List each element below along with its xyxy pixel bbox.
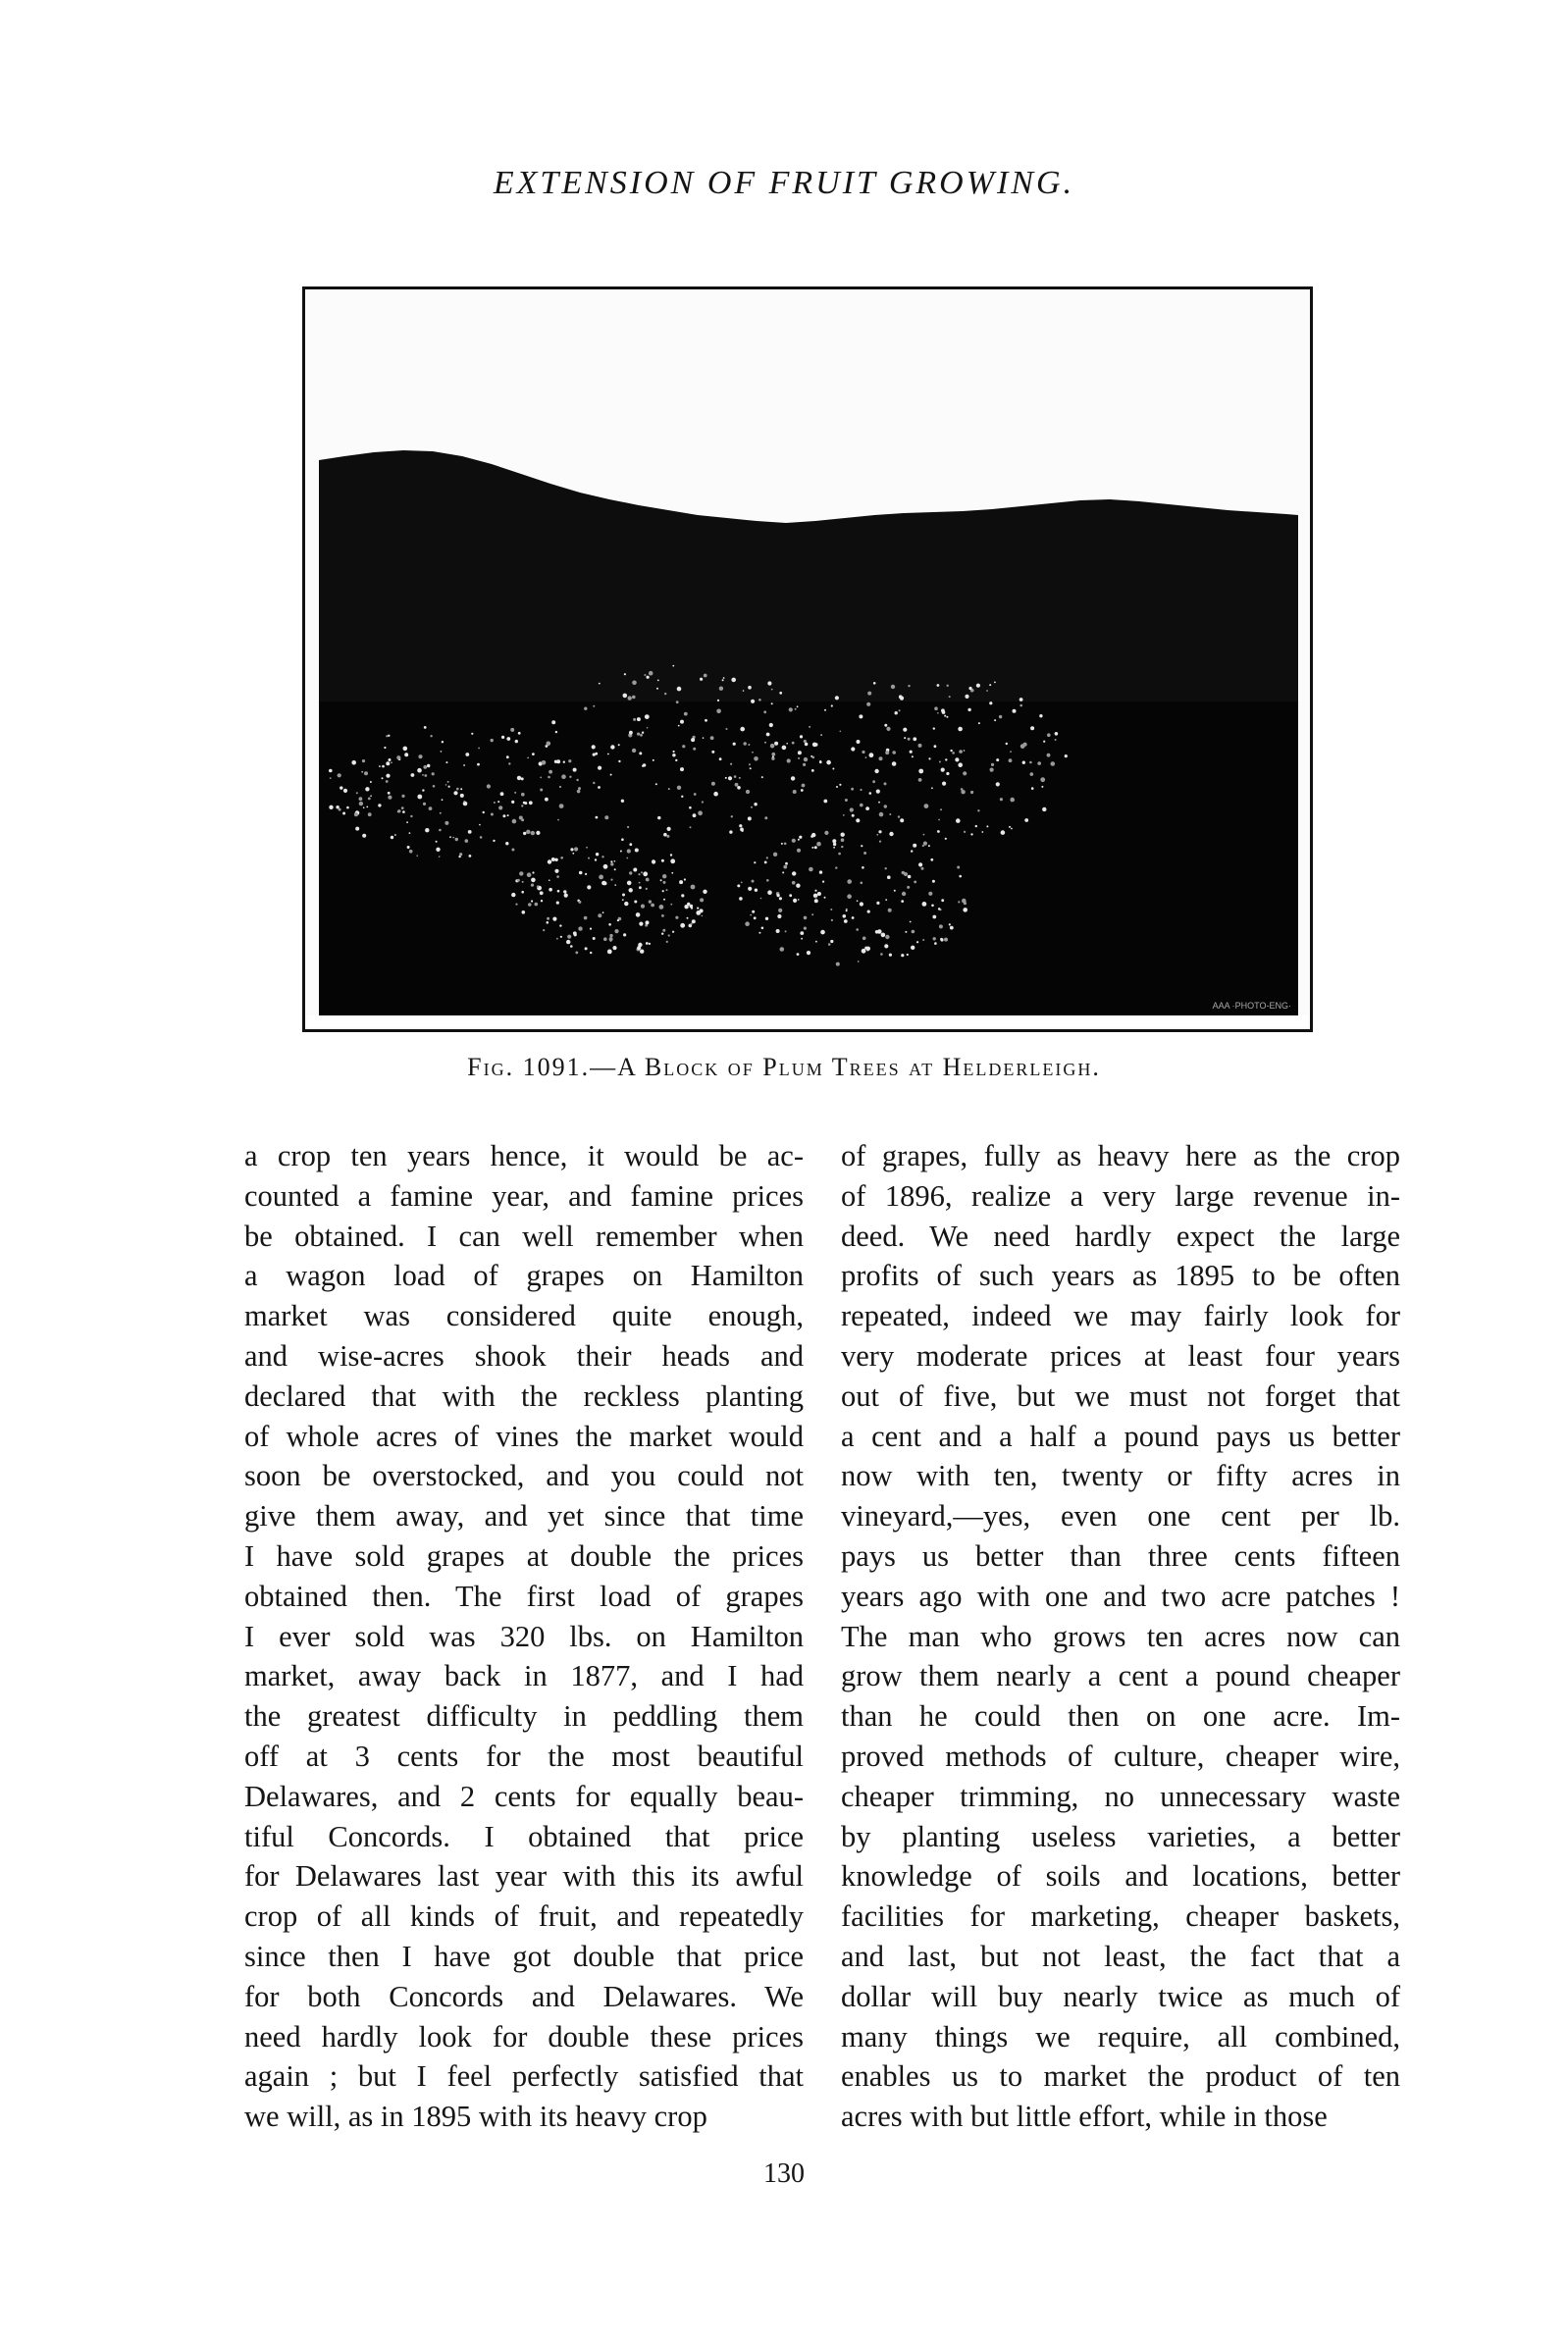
text-line: need hardly look for double these prices	[244, 2019, 804, 2053]
text-line: tiful Concords. I obtained that price	[244, 1819, 804, 1853]
text-line: cheaper trimming, no unnecessary waste	[841, 1779, 1400, 1813]
orchard-ground	[319, 702, 1298, 1015]
text-line: by planting useless varieties, a better	[841, 1819, 1400, 1853]
photo-plate	[305, 289, 1310, 1029]
text-line: of whole acres of vines the market would	[244, 1419, 804, 1453]
text-line: knowledge of soils and locations, better	[841, 1859, 1400, 1894]
text-line: I have sold grapes at double the prices	[244, 1538, 804, 1573]
text-line: a crop ten years hence, it would be ac-	[244, 1139, 804, 1172]
text-line: again ; but I feel perfectly satisfied that	[244, 2059, 804, 2094]
text-line: obtained then. The first load of grapes	[244, 1579, 804, 1613]
text-column-right	[841, 1136, 1400, 2137]
text-line: crop of all kinds of fruit, and repeatedly	[244, 1899, 804, 1934]
text-line: the greatest difficulty in peddling them	[244, 1699, 804, 1734]
text-line: counted a famine year, and famine prices	[244, 1178, 804, 1213]
text-line: dollar will buy nearly twice as much of	[841, 1979, 1400, 2013]
text-line: for both Concords and Delawares. We	[244, 1979, 804, 2013]
text-line: I ever sold was 320 lbs. on Hamilton	[244, 1619, 804, 1653]
text-line: out of five, but we must not forget that	[841, 1378, 1400, 1413]
text-line: a wagon load of grapes on Hamilton	[244, 1259, 804, 1293]
text-line: pays us better than three cents fifteen	[841, 1538, 1400, 1573]
text-line: years ago with one and two acre patches !	[841, 1579, 1400, 1613]
text-line: give them away, and yet since that time	[244, 1499, 804, 1533]
text-line: be obtained. I can well remember when	[244, 1219, 804, 1253]
text-line: of grapes, fully as heavy here as the crop	[841, 1139, 1400, 1172]
text-line: very moderate prices at least four years	[841, 1338, 1400, 1373]
text-line: we will, as in 1895 with its heavy crop	[244, 2100, 707, 2134]
text-line: and wise-acres shook their heads and	[244, 1338, 804, 1373]
text-line: vineyard,—yes, even one cent per lb.	[841, 1499, 1400, 1533]
text-line: deed. We need hardly expect the large	[841, 1219, 1400, 1253]
text-line: off at 3 cents for the most beautiful	[244, 1739, 804, 1773]
text-line: facilities for marketing, cheaper baskets,	[841, 1899, 1400, 1934]
text-line: enables us to market the product of ten	[841, 2059, 1400, 2094]
text-line: and last, but not least, the fact that a	[841, 1939, 1400, 1973]
text-line: acres with but little effort, while in those	[841, 2100, 1328, 2134]
text-line: grow them nearly a cent a pound cheaper	[841, 1659, 1400, 1693]
text-line: than he could then on one acre. Im-	[841, 1699, 1400, 1734]
text-line: declared that with the reckless planting	[244, 1378, 804, 1413]
text-line: repeated, indeed we may fairly look for	[841, 1299, 1400, 1333]
text-line: a cent and a half a pound pays us better	[841, 1419, 1400, 1453]
text-line: of 1896, realize a very large revenue in-	[841, 1178, 1400, 1213]
text-line: market was considered quite enough,	[244, 1299, 804, 1333]
text-line: market, away back in 1877, and I had	[244, 1659, 804, 1693]
text-column-left	[244, 1136, 804, 2137]
text-line: Delawares, and 2 cents for equally beau-	[244, 1779, 804, 1813]
plate-lower-margin	[307, 1015, 1308, 1027]
figure-plum-trees-photo	[302, 286, 1313, 1032]
figure-caption: Fig. 1091.—A Block of Plum Trees at Helderleigh.	[467, 1053, 1101, 1081]
text-line: now with ten, twenty or fifty acres in	[841, 1459, 1400, 1493]
text-line: soon be overstocked, and you could not	[244, 1459, 804, 1493]
page-number: 130	[763, 2158, 805, 2189]
engraver-mark: AAA ·PHOTO-ENG·	[1212, 1001, 1291, 1011]
text-line: proved methods of culture, cheaper wire,	[841, 1739, 1400, 1773]
text-line: profits of such years as 1895 to be often	[841, 1259, 1400, 1293]
text-line: many things we require, all combined,	[841, 2019, 1400, 2053]
running-head: EXTENSION OF FRUIT GROWING.	[493, 165, 1075, 201]
text-line: The man who grows ten acres now can	[841, 1619, 1400, 1653]
text-line: since then I have got double that price	[244, 1939, 804, 1973]
text-line: for Delawares last year with this its awful	[244, 1859, 804, 1894]
